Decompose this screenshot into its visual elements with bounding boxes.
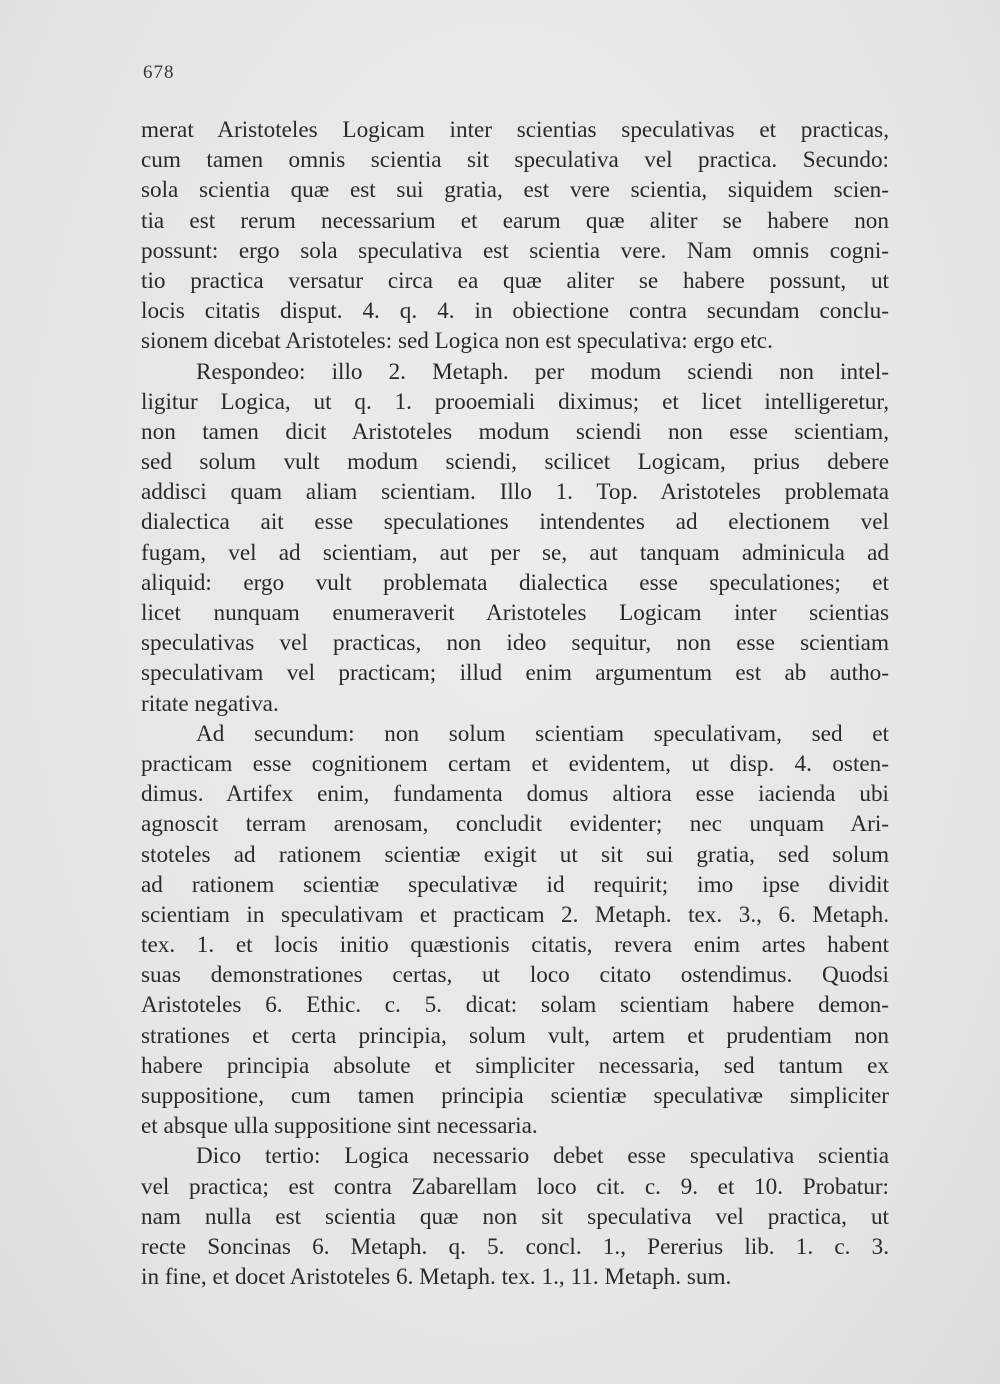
text-line: tex. 1. et locis initio quæstionis citatis, revera enim artes habent (141, 932, 889, 959)
paragraph (141, 1141, 889, 1292)
text-line: cum tamen omnis scientia sit speculativa vel practica. Secundo: (141, 147, 889, 174)
text-line: possunt: ergo sola speculativa est scientia vere. Nam omnis cogni- (141, 237, 889, 264)
text-line: licet nunquam enumeraverit Aristoteles Logicam inter scientias (141, 600, 889, 626)
text-line: strationes et certa principia, solum vult, artem et prudentiam non (141, 1022, 889, 1049)
page-number: 678 (143, 62, 175, 83)
text-line: aliquid: ergo vult problemata dialectica esse speculationes; et (141, 569, 889, 596)
text-line: scientiam in speculativam et practicam 2. Metaph. tex. 3., 6. Metaph. (141, 901, 889, 928)
body-text (141, 115, 889, 1292)
text-line: nam nulla est scientia quæ non sit speculativa vel practica, ut (141, 1203, 889, 1230)
text-line: sed solum vult modum sciendi, scilicet Logicam, prius debere (141, 449, 889, 476)
text-line: tia est rerum necessarium et earum quæ aliter se habere non (141, 207, 889, 234)
text-line: recte Soncinas 6. Metaph. q. 5. concl. 1., Pererius lib. 1. c. 3. (141, 1233, 889, 1260)
text-line: non tamen dicit Aristoteles modum sciendi non esse scientiam, (141, 418, 889, 445)
text-line: stoteles ad rationem scientiæ exigit ut sit sui gratia, sed solum (141, 841, 889, 868)
paragraph (141, 357, 889, 719)
text-line: practicam esse cognitionem certam et evidentem, ut disp. 4. osten- (141, 750, 889, 777)
text-line: vel practica; est contra Zabarellam loco cit. c. 9. et 10. Probatur: (141, 1173, 889, 1200)
text-line: speculativas vel practicas, non ideo sequitur, non esse scientiam (141, 630, 889, 657)
text-line: merat Aristoteles Logicam inter scientias speculativas et practicas, (141, 117, 889, 143)
text-line: sionem dicebat Aristoteles: sed Logica non est speculativa: ergo etc. (141, 328, 773, 355)
text-line: et absque ulla suppositione sint necessaria. (141, 1113, 538, 1140)
text-line: suppositione, cum tamen principia scientiæ speculativæ simpliciter (141, 1083, 889, 1109)
text-line: Dico tertio: Logica necessario debet esse speculativa scientia (196, 1143, 889, 1170)
text-line: ritate negativa. (141, 690, 279, 717)
text-line: Ad secundum: non solum scientiam speculativam, sed et (196, 720, 889, 747)
text-line: ligitur Logica, ut q. 1. prooemiali diximus; et licet intelligeretur, (141, 388, 889, 415)
text-line: dimus. Artifex enim, fundamenta domus altiora esse iacienda ubi (141, 781, 889, 808)
text-line: in fine, et docet Aristoteles 6. Metaph. tex. 1., 11. Metaph. sum. (141, 1264, 732, 1291)
text-line: habere principia absolute et simpliciter necessaria, sed tantum ex (141, 1052, 889, 1079)
text-line: dialectica ait esse speculationes intendentes ad electionem vel (141, 509, 889, 536)
text-line: tio practica versatur circa ea quæ aliter se habere possunt, ut (141, 267, 889, 294)
text-line: fugam, vel ad scientiam, aut per se, aut tanquam adminicula ad (141, 539, 889, 566)
text-line: agnoscit terram arenosam, concludit evidenter; nec unquam Ari- (141, 811, 889, 838)
text-line: Aristoteles 6. Ethic. c. 5. dicat: solam scientiam habere demon- (141, 992, 889, 1019)
text-line: Respondeo: illo 2. Metaph. per modum sciendi non intel- (196, 358, 889, 385)
text-line: addisci quam aliam scientiam. Illo 1. Top. Aristoteles problemata (141, 479, 889, 506)
text-line: speculativam vel practicam; illud enim argumentum est ab autho- (141, 660, 889, 687)
text-line: suas demonstrationes certas, ut loco citato ostendimus. Quodsi (141, 962, 889, 989)
text-line: sola scientia quæ est sui gratia, est vere scientia, siquidem scien- (141, 177, 889, 204)
text-line: ad rationem scientiæ speculativæ id requirit; imo ipse dividit (141, 871, 889, 898)
paragraph (141, 719, 889, 1142)
paragraph (141, 115, 889, 357)
text-line: locis citatis disput. 4. q. 4. in obiectione contra secundam conclu- (141, 298, 889, 325)
